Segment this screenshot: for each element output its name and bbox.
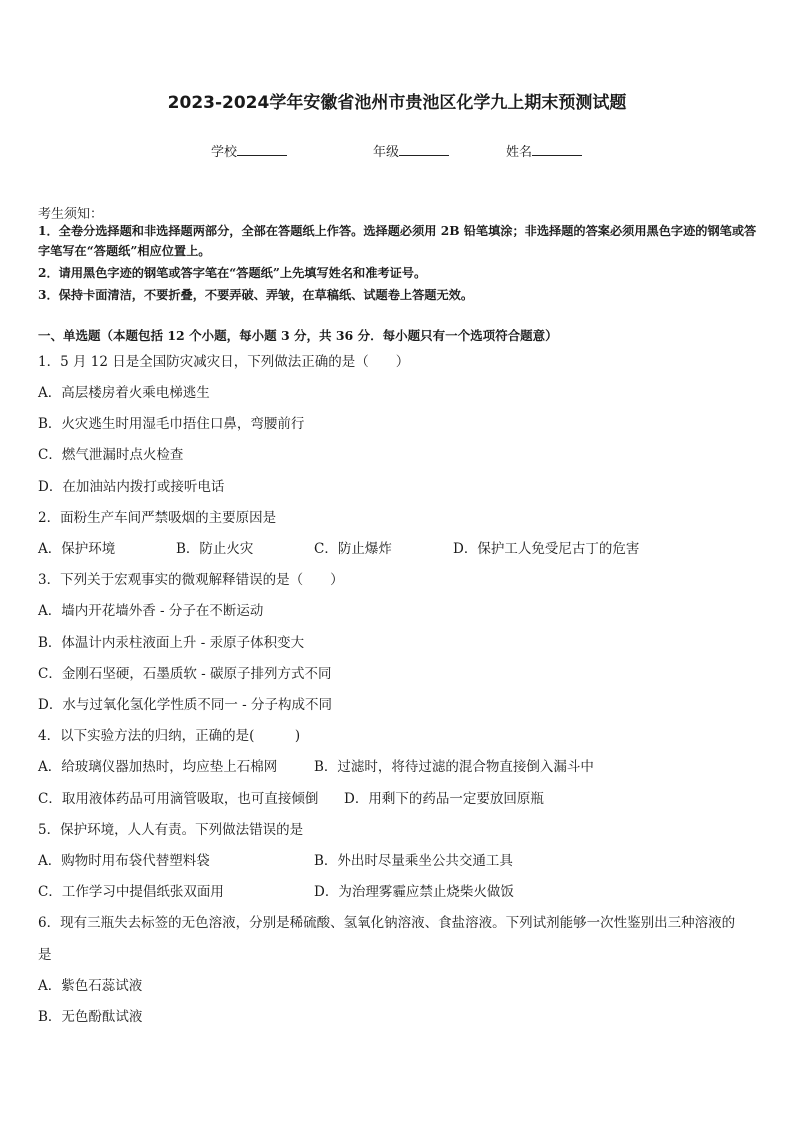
question-option: C．取用液体药品可用滴管吸取，也可直接倾倒: [38, 791, 319, 807]
question-option: A．保护环境: [38, 541, 116, 557]
question-stem: 6．现有三瓶失去标签的无色溶液，分别是稀硫酸、氢氧化钠溶液、食盐溶液。下列试剂能够一次性鉴别出三种溶液的: [38, 915, 736, 931]
question-option: D．保护工人免受尼古丁的危害: [453, 541, 640, 557]
question-option: C．金刚石坚硬，石墨质软 - 碳原子排列方式不同: [38, 666, 332, 682]
grade-field: [373, 141, 449, 160]
question-stem: 3．下列关于宏观事实的微观解释错误的是（ ）: [38, 572, 344, 588]
question-option: C．防止爆炸: [314, 541, 392, 557]
question-stem: 5．保护环境，人人有责。下列做法错误的是: [38, 822, 304, 838]
school-blank: [237, 143, 287, 156]
page-title: 2023-2024学年安徽省池州市贵池区化学九上期末预测试题: [167, 93, 627, 113]
grade-blank: [399, 143, 449, 156]
section-title: 一、单选题（本题包括 12 个小题，每小题 3 分，共 36 分．每小题只有一个选项符合题意）: [38, 328, 558, 343]
question-stem: 2．面粉生产车间严禁吸烟的主要原因是: [38, 510, 277, 526]
question-option: D．用剩下的药品一定要放回原瓶: [344, 791, 544, 807]
question-option: B．过滤时，将待过滤的混合物直接倒入漏斗中: [314, 759, 594, 775]
school-field: [211, 141, 287, 160]
notice-item: 2．请用黑色字迹的钢笔或答字笔在“答题纸”上先填写姓名和准考证号。: [38, 266, 427, 280]
question-option: A．给玻璃仪器加热时，均应垫上石棉网: [38, 759, 278, 775]
question-stem: 4．以下实验方法的归纳，正确的是( ): [38, 728, 301, 744]
question-option: B．体温计内汞柱液面上升 - 汞原子体积变大: [38, 635, 305, 651]
question-option: B．防止火灾: [176, 541, 254, 557]
question-option: D．为治理雾霾应禁止烧柴火做饭: [314, 884, 514, 900]
notice-item: 1．全卷分选择题和非选择题两部分，全部在答题纸上作答。选择题必须用 2B 铅笔填涂；非选择题的答案必须用黑色字迹的钢笔或答字笔写在“答题纸”相应位置上。: [38, 224, 757, 258]
question-option: D．在加油站内拨打或接听电话: [38, 479, 225, 495]
name-label: 姓名: [506, 145, 533, 160]
name-blank: [532, 143, 582, 156]
question-stem: 1．5 月 12 日是全国防灾减灾日，下列做法正确的是（ ）: [38, 354, 410, 370]
question-option: B．火灾逃生时用湿毛巾捂住口鼻，弯腰前行: [38, 416, 305, 432]
question-option: A．紫色石蕊试液: [38, 978, 143, 994]
question-option: A．购物时用布袋代替塑料袋: [38, 853, 210, 869]
question-option: A．高层楼房着火乘电梯逃生: [38, 385, 210, 401]
question-option: C．工作学习中提倡纸张双面用: [38, 884, 224, 900]
name-field: [506, 141, 582, 160]
question-option: A．墙内开花墙外香 - 分子在不断运动: [38, 603, 264, 619]
question-option: C．燃气泄漏时点火检查: [38, 447, 184, 463]
question-option: D．水与过氧化氢化学性质不同一 - 分子构成不同: [38, 697, 332, 713]
question-stem-continued: 是: [38, 947, 52, 963]
question-option: B．无色酚酞试液: [38, 1009, 143, 1025]
grade-label: 年级: [373, 145, 400, 160]
notice-item: 3．保持卡面清洁，不要折叠，不要弄破、弄皱，在草稿纸、试题卷上答题无效。: [38, 288, 474, 302]
notice-heading: 考生须知：: [38, 207, 104, 222]
school-label: 学校: [211, 145, 238, 160]
question-option: B．外出时尽量乘坐公共交通工具: [314, 853, 513, 869]
